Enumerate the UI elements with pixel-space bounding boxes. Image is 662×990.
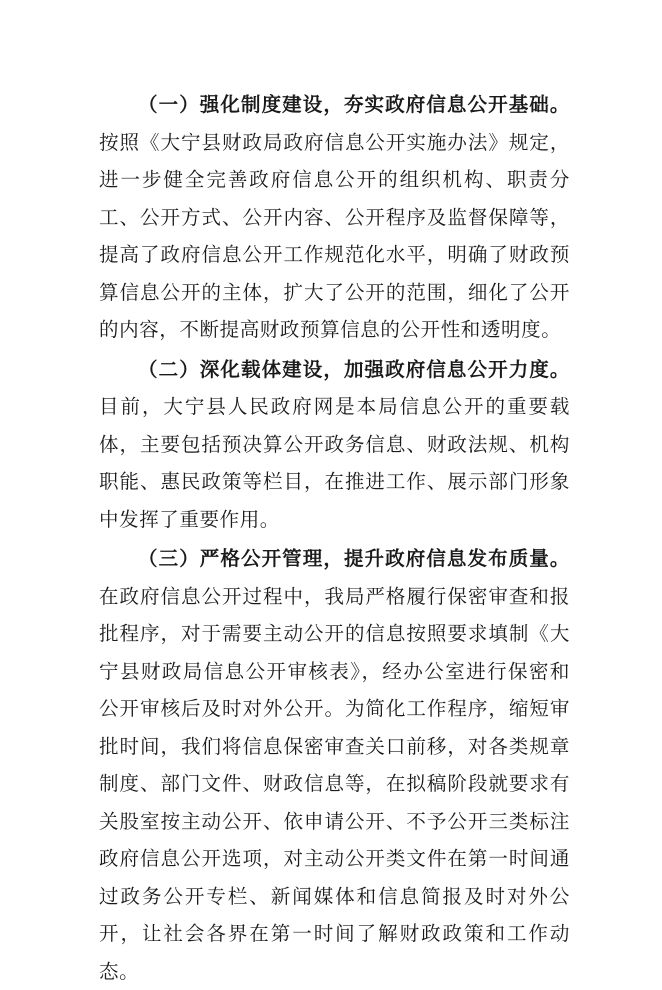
paragraph-heading: （三）严格公开管理，提升政府信息发布质量。 [138, 547, 570, 570]
paragraph-body: 在政府信息公开过程中，我局严格履行保密审查和报批程序，对于需要主动公开的信息按照要求填制《大宁县财政局信息公开审核表》，经办公室进行保密和公开审核后及时对外公开。为简化工作程序，缩短审批时间，我们将信息保密审查关口前移，对各类规章制度、部门文件、财政信息等，在拟稿阶段就要求有关股室按主动公开、依申请公开、不予公开三类标注政府信息公开选项，对主动公开类文件在第一时间通过政务公开专栏、新闻媒体和信息简报及时对外公开，让社会各界在第一时间了解财政政策和工作动态。 [99, 584, 570, 983]
paragraph-body: 按照《大宁县财政局政府信息公开实施办法》规定，进一步健全完善政府信息公开的组织机构、职责分工、公开方式、公开内容、公开程序及监督保障等，提高了政府信息公开工作规范化水平，明确了财政预算信息公开的主体，扩大了公开的范围，细化了公开的内容，不断提高财政预算信息的公开性和透明度。 [99, 130, 570, 341]
paragraph-heading: （一）强化制度建设，夯实政府信息公开基础。 [138, 93, 570, 116]
paragraph-release-management [99, 540, 570, 990]
paragraph-body: 目前，大宁县人民政府网是本局信息公开的重要载体，主要包括预决算公开政务信息、财政法规、机构职能、惠民政策等栏目，在推进工作、展示部门形象中发挥了重要作用。 [99, 395, 570, 531]
paragraph-heading: （二）深化载体建设，加强政府信息公开力度。 [138, 357, 570, 381]
paragraph-institution-building [99, 86, 570, 349]
paragraph-carrier-building [99, 351, 570, 539]
